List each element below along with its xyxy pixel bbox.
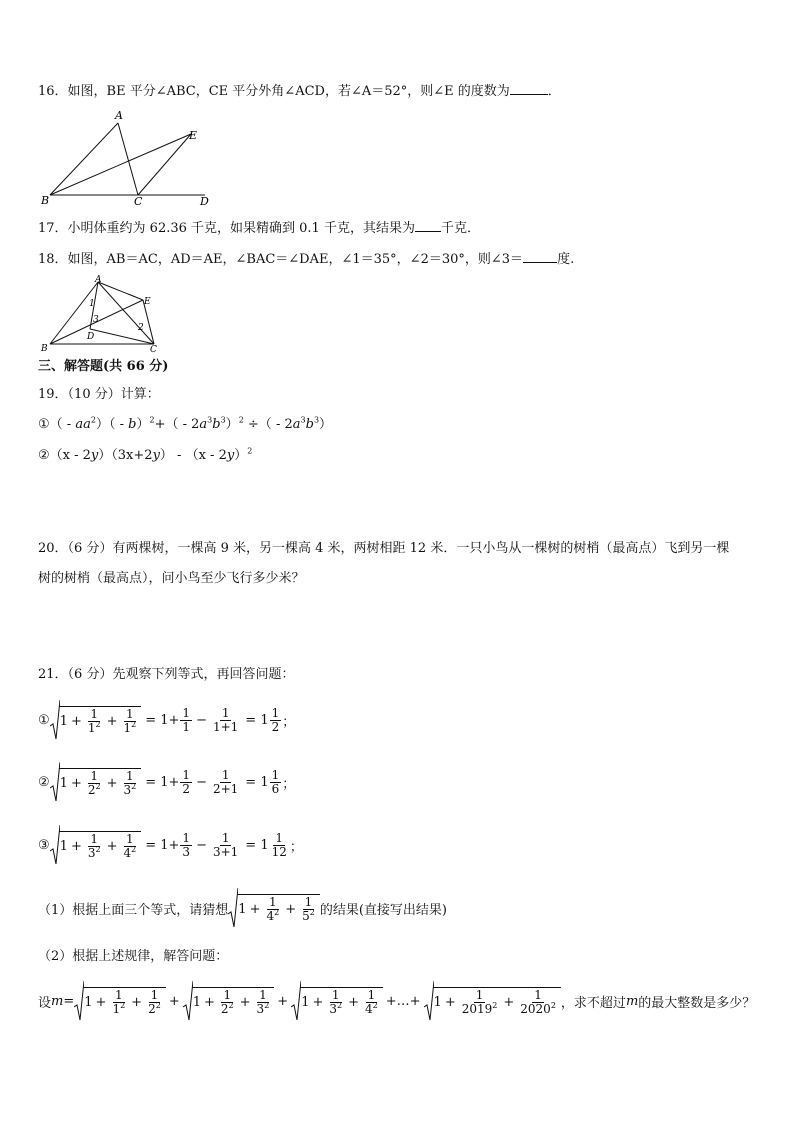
answer-blank	[415, 219, 441, 232]
figure-16	[38, 106, 228, 210]
label-a: A	[95, 275, 102, 285]
sqrt-expression: 1 + $\frac{1}{4^2}$ + $\frac{1}{5^2}$	[228, 888, 320, 928]
sqrt-expression: 1 + $\frac{1}{1^2}$ + $\frac{1}{1^2}$	[50, 700, 142, 740]
question-16	[38, 82, 561, 101]
label-b: B	[41, 344, 48, 354]
question-20-line-2: 树的树梢（最高点），问小鸟至少飞行多少米？	[38, 571, 305, 586]
fraction: $\frac{1}{1^2}$	[112, 987, 126, 1016]
answer-blank	[510, 82, 548, 95]
question-20-line-1: 20．（6 分）有两棵树，一棵高 9 米，另一棵高 4 米，两树相距 12 米．一只小鸟从一棵树的树梢（最高点）飞到另一棵	[38, 541, 730, 556]
question-19-item-1: ①（ - $aa^2)( - b)^2+( - 2a^3b^3)^2$ ÷（ - $2a^3b^3$）	[38, 415, 333, 432]
question-17-end: 千克．	[440, 221, 480, 236]
sqrt-term: 1 + $\frac{1}{3^2}$ + $\frac{1}{4^2}$	[291, 981, 383, 1021]
label-b: B	[41, 194, 50, 206]
label-c: C	[134, 195, 143, 206]
question-16-text: 16．如图，BE 平分∠ABC，CE 平分外角∠ACD，若∠A＝52°，则∠E 的度数为	[38, 84, 510, 99]
question-16-end: ．	[547, 84, 561, 99]
equation-1: ① 1 + $\frac{1}{1^2}$ + $\frac{1}{1^2}$ = 1+ $\frac{1}{1}$ − $\frac{1}{1+1}$ = 1 $\frac{1}{2}$ ；	[38, 700, 295, 740]
label-a: A	[115, 109, 123, 122]
sqrt-term: 1 + $\frac{1}{2^2}$ + $\frac{1}{3^2}$	[183, 981, 275, 1021]
question-17	[38, 219, 480, 238]
fraction: $\frac{1}{4^2}$	[365, 987, 378, 1016]
question-18-text: 18．如图，AB＝AC，AD＝AE，∠BAC＝∠DAE，∠1＝35°，∠2＝30°，则∠3＝	[38, 252, 524, 267]
fraction: $\frac{1}{2^2}$	[148, 987, 161, 1016]
sum-terms	[74, 981, 561, 1021]
question-19-title: 19．（10 分）计算：	[38, 387, 160, 402]
ellipsis-plus: +…+	[385, 993, 421, 1009]
sqrt-expression: 1 + $\frac{1}{3^2}$ + $\frac{1}{4^2}$	[50, 825, 142, 865]
plus-sign: +	[277, 993, 289, 1009]
label-c: C	[150, 345, 157, 354]
answer-blank	[523, 250, 557, 263]
question-18-end: 度.	[557, 252, 575, 267]
fraction: $\frac{1}{2020^2}$	[520, 987, 556, 1016]
equation-3: ③ 1 + $\frac{1}{3^2}$ + $\frac{1}{4^2}$ = 1+ $\frac{1}{3}$ − $\frac{1}{3+1}$ = 1 $\frac{1}{12}$ ；	[38, 825, 303, 865]
label-d: D	[87, 332, 95, 342]
question-21-part-2: （2）根据上述规律，解答问题：	[38, 949, 229, 964]
fraction: $\frac{1}{3^2}$	[329, 987, 343, 1016]
sqrt-term: 1 + $\frac{1}{2019^2}$ + $\frac{1}{2020^2}$	[424, 981, 561, 1021]
fraction: $\frac{1}{2019^2}$	[461, 987, 498, 1016]
question-21-part-3: 设 m = 1 + $\frac{1}{1^2}$ + $\frac{1}{2^2}$ + 1 + $\frac{1}{2^2}$ + $\frac{1}{3^2}$ + 1 + $\frac{1}{3^2}$ + $\frac{1}{4^2}$ +…+ 1 + $\frac{1}{2019^2}$ + $\frac{1}{2020^2}$ ，求不超过 m 的最大整数是多少？	[38, 981, 755, 1021]
plus-sign: +	[168, 993, 180, 1009]
angle-1-label: 1	[89, 299, 95, 309]
label-d: D	[200, 195, 209, 206]
sqrt-expression: 1 + $\frac{1}{2^2}$ + $\frac{1}{3^2}$	[50, 762, 142, 802]
section-title: 三、解答题(共 66 分)	[38, 359, 169, 374]
question-21-part-1: （1）根据上面三个等式，请猜想 1 + $\frac{1}{4^2}$ + $\frac{1}{5^2}$ 的结果(直接写出结果)	[38, 888, 447, 928]
angle-3-label: 3	[93, 315, 99, 325]
label-e: E	[144, 297, 151, 307]
question-18	[38, 250, 574, 269]
question-21-title: 21．（6 分）先观察下列等式，再回答问题：	[38, 667, 295, 682]
equation-2: ② 1 + $\frac{1}{2^2}$ + $\frac{1}{3^2}$ = 1+ $\frac{1}{2}$ − $\frac{1}{2+1}$ = 1 $\frac{1}{6}$ ；	[38, 762, 295, 802]
label-e: E	[189, 129, 198, 142]
figure-18	[38, 274, 168, 358]
fraction: $\frac{1}{3^2}$	[256, 987, 270, 1016]
question-17-text: 17．小明体重约为 62.36 千克，如果精确到 0.1 千克，其结果为	[38, 221, 415, 236]
sqrt-term: 1 + $\frac{1}{1^2}$ + $\frac{1}{2^2}$	[74, 981, 166, 1021]
question-19-item-2: ②（x - 2y）（3x+2y） - （x - 2y）$^2$	[38, 446, 253, 463]
fraction: $\frac{1}{2^2}$	[220, 987, 234, 1016]
angle-2-label: 2	[138, 323, 144, 333]
